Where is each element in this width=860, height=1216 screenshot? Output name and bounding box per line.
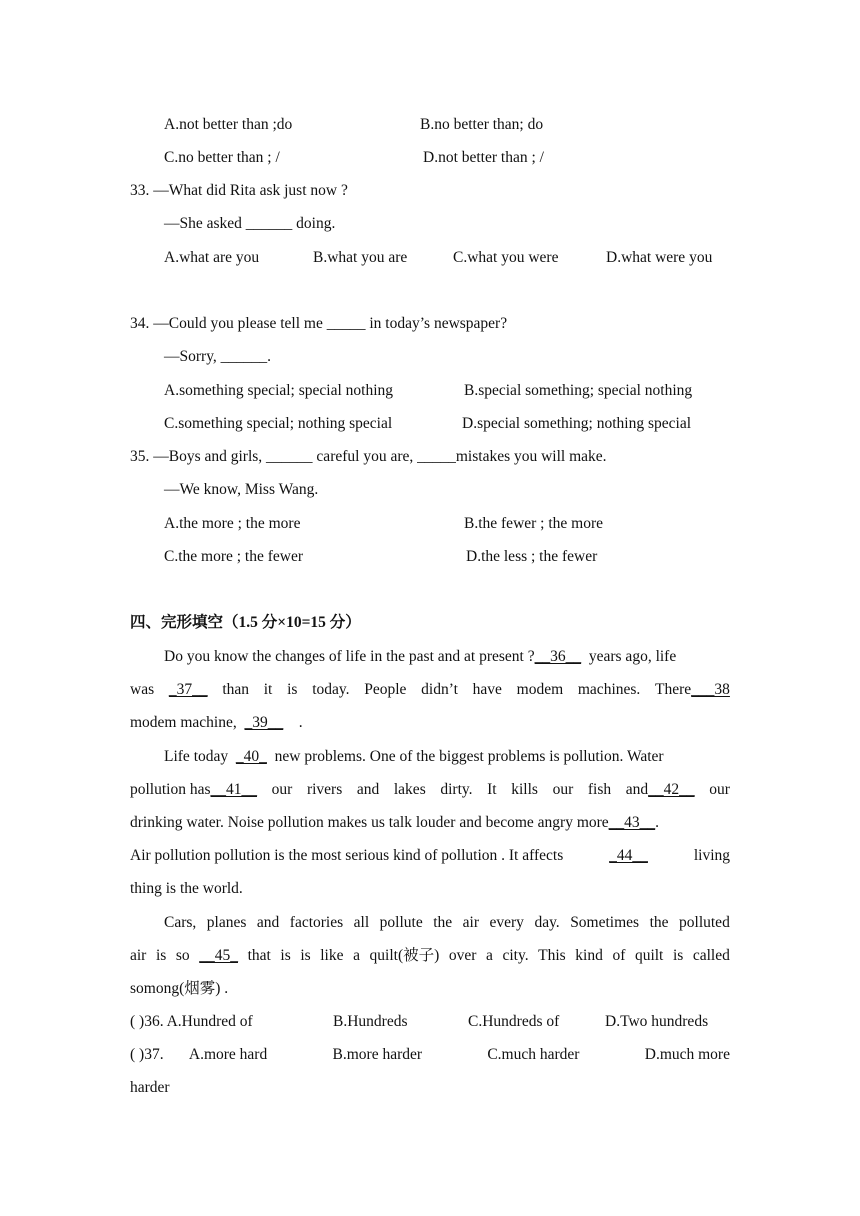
passage-word: a <box>353 947 360 964</box>
passage-word: like <box>320 947 344 964</box>
q34-answer-line: —Sorry, ______. <box>164 348 272 365</box>
q37-stem: ( )37. <box>130 1046 164 1063</box>
passage-word: People <box>364 681 407 698</box>
passage-word: and <box>256 914 280 931</box>
passage-word: than <box>222 681 250 698</box>
passage-word: It <box>487 781 497 798</box>
blank-39: _39__ <box>244 714 284 731</box>
passage-text: Life today <box>164 748 229 765</box>
passage-word: so <box>175 947 190 964</box>
passage-word: fish <box>587 781 612 798</box>
passage-word: is <box>155 947 167 964</box>
q32-option-d: D.not better than ; / <box>423 149 544 166</box>
blank-45: __45_ <box>199 947 238 964</box>
passage-word: air <box>462 914 480 931</box>
passage-word: have <box>472 681 502 698</box>
q33-stem: 33. —What did Rita ask just now ? <box>130 182 348 199</box>
blank-38: ___38 <box>691 681 730 698</box>
q33-option-a: A.what are you <box>164 249 260 266</box>
passage-word: is <box>280 947 291 964</box>
q32-option-b: B.no better than; do <box>420 116 544 133</box>
q34-stem: 34. —Could you please tell me _____ in today’s newspaper? <box>130 315 508 332</box>
passage-word: machines. <box>577 681 641 698</box>
passage-line <box>164 747 664 767</box>
passage-word: kills <box>511 781 538 798</box>
passage-word: is <box>300 947 311 964</box>
passage-word: lakes <box>393 781 426 798</box>
q33-answer-line: —She asked ______ doing. <box>164 215 336 232</box>
passage-word: air <box>130 947 147 964</box>
passage-text: new problems. One of the biggest problems is pollution. Water <box>274 748 664 765</box>
passage-line: thing is the world. <box>130 880 243 897</box>
q36-option-b: B.Hundreds <box>333 1013 408 1030</box>
passage-word: a <box>485 947 493 964</box>
passage-word: all <box>353 914 370 931</box>
passage-text: . <box>655 814 660 831</box>
passage-word: polluted <box>679 914 730 931</box>
q32-option-a: A.not better than ;do <box>164 116 293 133</box>
passage-word: is <box>287 681 298 698</box>
blank-44: _44__ <box>609 847 648 864</box>
passage-word: called <box>692 947 730 964</box>
passage-line-justified <box>130 780 730 800</box>
passage-word: Cars, <box>164 914 197 931</box>
blank-36: __36__ <box>534 648 582 665</box>
passage-word: over <box>448 947 477 964</box>
q37-option-a: A.more hard <box>188 1046 268 1063</box>
q35-option-c: C.the more ; the fewer <box>164 548 304 565</box>
q34-option-d: D.special something; nothing special <box>462 415 692 432</box>
passage-line-justified <box>130 680 730 700</box>
q37-option-b: B.more harder <box>332 1046 423 1063</box>
passage-word: and <box>625 781 649 798</box>
passage-word: our <box>271 781 293 798</box>
q37-option-d: D.much more <box>644 1046 730 1063</box>
passage-word: planes <box>206 914 247 931</box>
passage-text: . <box>298 714 303 731</box>
passage-word: the <box>649 914 669 931</box>
passage-word: modem <box>516 681 564 698</box>
passage-word: that <box>247 947 271 964</box>
passage-word: rivers <box>306 781 343 798</box>
q34-option-c: C.something special; nothing special <box>164 415 393 432</box>
passage-word: quilt <box>634 947 664 964</box>
blank-42: __42__ <box>648 781 695 798</box>
blank-37: _37__ <box>168 681 208 698</box>
passage-word: city. <box>502 947 529 964</box>
passage-word: was <box>130 681 155 698</box>
passage-word: quilt(被子) <box>369 947 440 964</box>
passage-line <box>130 713 303 733</box>
passage-word: our <box>552 781 574 798</box>
passage-word: every <box>489 914 524 931</box>
passage-word: pollute <box>379 914 423 931</box>
passage-word: kind <box>575 947 603 964</box>
blank-43: __43__ <box>608 814 656 831</box>
passage-word: There <box>655 681 692 698</box>
q35-stem: 35. —Boys and girls, ______ careful you are, _____mistakes you will make. <box>130 448 607 465</box>
q37-option-d-wrap: harder <box>130 1079 170 1096</box>
q36-stem: ( )36. A.Hundred of <box>130 1013 253 1030</box>
passage-word: didn’t <box>421 681 458 698</box>
passage-text: Do you know the changes of life in the past and at present ? <box>164 648 535 665</box>
passage-text: drinking water. Noise pollution makes us talk louder and become angry more <box>130 814 609 831</box>
passage-line: somong(烟雾) . <box>130 980 229 997</box>
q32-option-c: C.no better than ; / <box>164 149 280 166</box>
q37-options-line <box>130 1045 730 1065</box>
passage-word: Sometimes <box>570 914 640 931</box>
passage-text: Air pollution pollution is the most serious kind of pollution . It affects <box>130 847 564 864</box>
passage-line-justified <box>130 846 730 866</box>
q37-option-c: C.much harder <box>487 1046 580 1063</box>
passage-word: and <box>356 781 380 798</box>
q33-option-c: C.what you were <box>453 249 559 266</box>
passage-word: our <box>709 781 730 798</box>
passage-word: dirty. <box>440 781 473 798</box>
q34-option-b: B.special something; special nothing <box>464 382 693 399</box>
blank-40: _40_ <box>235 748 267 765</box>
passage-text: modem machine, <box>130 714 237 731</box>
passage-text: years ago, life <box>588 648 677 665</box>
passage-word: of <box>612 947 626 964</box>
passage-line <box>130 813 659 833</box>
q33-option-b: B.what you are <box>313 249 408 266</box>
q33-option-d: D.what were you <box>606 249 713 266</box>
q35-option-a: A.the more ; the more <box>164 515 301 532</box>
q36-option-d: D.Two hundreds <box>605 1013 709 1030</box>
q36-option-c: C.Hundreds of <box>468 1013 560 1030</box>
passage-word: the <box>433 914 453 931</box>
passage-word: today. <box>312 681 350 698</box>
q35-option-b: B.the fewer ; the more <box>464 515 604 532</box>
passage-line-justified <box>130 946 730 966</box>
passage-word: pollution has <box>130 781 211 798</box>
blank-41: __41__ <box>210 781 258 798</box>
passage-word: it <box>263 681 273 698</box>
q35-option-d: D.the less ; the fewer <box>466 548 598 565</box>
passage-word: factories <box>289 914 344 931</box>
section-heading: 四、完形填空（1.5 分×10=15 分） <box>130 614 361 631</box>
q34-option-a: A.something special; special nothing <box>164 382 394 399</box>
q35-answer-line: —We know, Miss Wang. <box>164 481 319 498</box>
passage-word: This <box>538 947 566 964</box>
passage-word: is <box>672 947 684 964</box>
passage-line <box>164 647 676 667</box>
passage-word: living <box>693 847 730 864</box>
passage-word: day. <box>534 914 560 931</box>
passage-line-justified <box>164 913 730 933</box>
